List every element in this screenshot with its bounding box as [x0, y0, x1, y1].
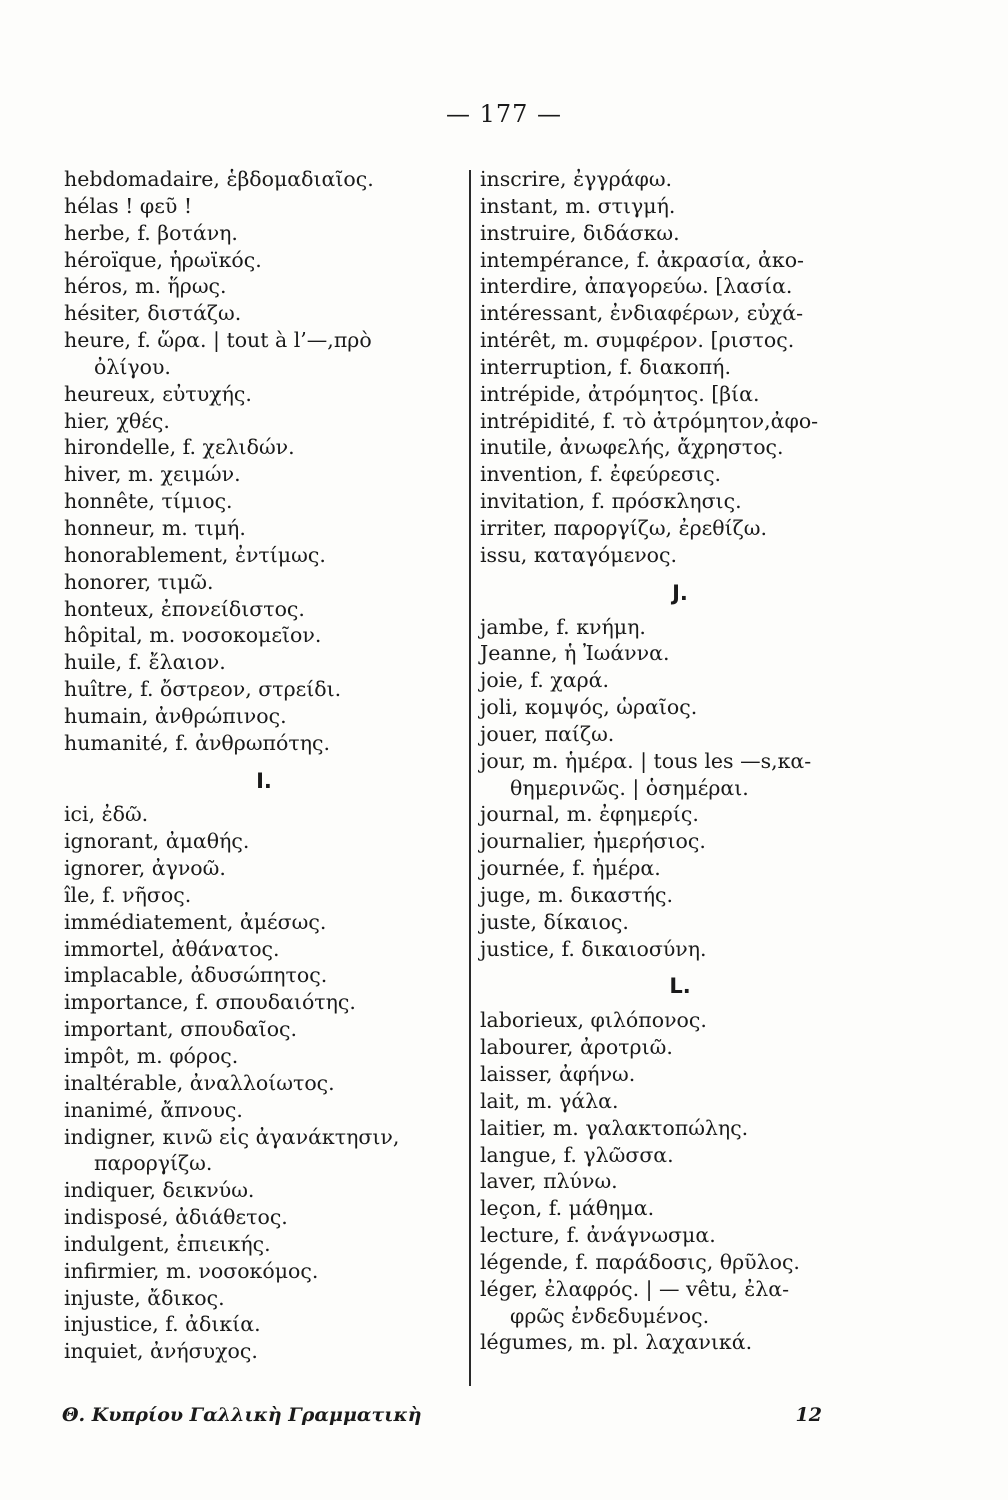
dictionary-entry-continuation: παροργίζω. — [94, 1151, 213, 1176]
dictionary-entry-continuation: ὀλίγου. — [94, 354, 171, 379]
dictionary-entry: infirmier, m. νοσοκόμος. — [64, 1258, 319, 1283]
dictionary-entry: laisser, ἀφήνω. — [480, 1062, 636, 1086]
dictionary-entry: huître, f. ὄστρεον, στρείδι. — [64, 677, 342, 702]
dictionary-entry: journée, f. ἡμέρα. — [480, 856, 661, 881]
dictionary-entry: joie, f. χαρά. — [480, 668, 609, 693]
right-column — [480, 166, 880, 1356]
dictionary-entry: juste, δίκαιος. — [480, 909, 629, 934]
dictionary-entry: instruire, διδάσκω. — [480, 220, 680, 245]
dictionary-entry: invitation, f. πρόσκλησις. — [480, 489, 742, 514]
dictionary-entry-continuation: φρῶς ἐνδεδυμένος. — [510, 1303, 710, 1328]
dictionary-entry: Jeanne, ἡ Ἰωάννα. — [480, 641, 670, 666]
dictionary-entry: humain, ἀνθρώπινος. — [64, 703, 287, 728]
dictionary-entry: indisposé, ἀδιάθετος. — [64, 1205, 288, 1230]
dictionary-entry: instant, m. στιγμή. — [480, 193, 676, 218]
dictionary-entry: impôt, m. φόρος. — [64, 1044, 239, 1068]
dictionary-entry: interruption, f. διακοπή. — [480, 354, 731, 379]
dictionary-entry: hiver, m. χειμών. — [64, 462, 241, 487]
dictionary-entry: invention, f. ἐφεύρεσις. — [480, 462, 722, 487]
footer-sheet-number: 12 — [795, 1404, 822, 1426]
dictionary-entry: indigner, κινῶ εἰς ἀγανάκτησιν, — [64, 1124, 400, 1149]
dictionary-entry: héroïque, ἡρωϊκός. — [64, 247, 262, 272]
dictionary-entry: leçon, f. μάθημα. — [480, 1196, 655, 1221]
dictionary-entry: hésiter, διστάζω. — [64, 301, 242, 326]
dictionary-entry: intrépide, ἀτρόμητος. [βία. — [480, 381, 760, 406]
dictionary-entry: injustice, f. ἀδικία. — [64, 1312, 261, 1337]
dictionary-entry: immortel, ἀθάνατος. — [64, 936, 280, 961]
dictionary-entry: hebdomadaire, ἑβδομαδιαῖος. — [64, 167, 374, 191]
section-letter-heading: I. — [256, 768, 272, 793]
dictionary-entry: héros, m. ἥρως. — [64, 274, 227, 299]
dictionary-entry: interdire, ἀπαγορεύω. [λασία. — [480, 274, 793, 299]
dictionary-entry: issu, καταγόμενος. — [480, 542, 678, 567]
dictionary-entry: hélas ! φεῦ ! — [64, 193, 193, 218]
dictionary-entry: jambe, f. κνήμη. — [480, 614, 646, 639]
dictionary-entry: important, σπουδαῖος. — [64, 1017, 298, 1042]
section-letter-heading: J. — [672, 580, 688, 605]
section-letter-heading: L. — [669, 974, 691, 999]
dictionary-entry: langue, f. γλῶσσα. — [480, 1142, 674, 1167]
dictionary-entry: justice, f. δικαιοσύνη. — [480, 936, 707, 961]
dictionary-entry: laborieux, φιλόπονος. — [480, 1008, 707, 1033]
dictionary-entry: injuste, ἄδικος. — [64, 1285, 225, 1310]
dictionary-entry: lecture, f. ἀνάγνωσμα. — [480, 1223, 716, 1248]
footer-book-title: Θ. Κυπρίου Γαλλικὴ Γραμματικὴ — [62, 1404, 422, 1426]
dictionary-entry: journal, m. ἐφημερίς. — [480, 802, 699, 827]
dictionary-entry: ignorer, ἀγνοῶ. — [64, 856, 226, 881]
dictionary-entry: intéressant, ἐνδιαφέρων, εὐχά- — [480, 301, 803, 326]
dictionary-entry: heure, f. ὥρα. | tout à l’—,πρὸ — [64, 328, 372, 353]
dictionary-entry: intrépidité, f. τὸ ἀτρόμητον,ἀφο- — [480, 408, 819, 433]
dictionary-entry: huile, f. ἔλαιον. — [64, 650, 226, 675]
dictionary-entry: implacable, ἀδυσώπητος. — [64, 963, 328, 988]
dictionary-entry: honteux, ἐπονείδιστος. — [64, 596, 305, 621]
dictionary-entry: irriter, παροργίζω, ἐρεθίζω. — [480, 515, 767, 540]
dictionary-entry: laitier, m. γαλακτοπώλης. — [480, 1115, 749, 1140]
dictionary-entry: honorablement, ἐντίμως. — [64, 542, 326, 567]
dictionary-entry: île, f. νῆσος. — [64, 882, 192, 907]
dictionary-entry: inanimé, ἄπνους. — [64, 1097, 243, 1122]
dictionary-entry: juge, m. δικαστής. — [480, 882, 673, 907]
dictionary-entry: humanité, f. ἀνθρωπότης. — [64, 730, 330, 755]
dictionary-entry: inscrire, ἐγγράφω. — [480, 167, 673, 191]
dictionary-entry-continuation: θημερινῶς. | ὁσημέραι. — [510, 775, 749, 800]
dictionary-entry: labourer, ἀροτριῶ. — [480, 1035, 673, 1060]
dictionary-entry: intempérance, f. ἀκρασία, ἀκο- — [480, 247, 804, 272]
dictionary-entry: honnête, τίμιος. — [64, 489, 233, 514]
dictionary-entry: légumes, m. pl. λαχανικά. — [480, 1330, 753, 1355]
dictionary-entry: léger, ἐλαφρός. | — vêtu, ἐλα- — [480, 1276, 790, 1301]
page-number: — 177 — — [445, 100, 563, 128]
dictionary-entry: journalier, ἡμερήσιος. — [480, 829, 706, 854]
dictionary-entry: importance, f. σπουδαιότης. — [64, 990, 356, 1015]
dictionary-entry: indulgent, ἐπιεικής. — [64, 1231, 271, 1256]
dictionary-entry: joli, κομψός, ὡραῖος. — [480, 695, 698, 720]
dictionary-entry: inaltérable, ἀναλλοίωτος. — [64, 1070, 335, 1095]
dictionary-entry: lait, m. γάλα. — [480, 1088, 619, 1113]
column-divider — [469, 170, 471, 1386]
dictionary-entry: honneur, m. τιμή. — [64, 515, 246, 540]
left-column — [64, 166, 464, 1365]
dictionary-entry: légende, f. παράδοσις, θρῦλος. — [480, 1249, 800, 1274]
dictionary-entry: ignorant, ἀμαθής. — [64, 829, 250, 854]
dictionary-entry: indiquer, δεικνύω. — [64, 1178, 255, 1203]
dictionary-entry: inquiet, ἀνήσυχος. — [64, 1339, 258, 1364]
dictionary-entry: honorer, τιμῶ. — [64, 569, 214, 594]
dictionary-entry: hier, χθές. — [64, 408, 170, 433]
dictionary-entry: intérêt, m. συμφέρον. [ριστος. — [480, 328, 795, 353]
dictionary-entry: laver, πλύνω. — [480, 1169, 618, 1194]
dictionary-entry: hirondelle, f. χελιδών. — [64, 435, 295, 460]
dictionary-entry: ici, ἐδῶ. — [64, 802, 149, 827]
dictionary-entry: immédiatement, ἀμέσως. — [64, 909, 327, 934]
dictionary-entry: jour, m. ἡμέρα. | tous les —s,κα- — [480, 748, 812, 773]
dictionary-entry: jouer, παίζω. — [480, 721, 615, 746]
dictionary-entry: inutile, ἀνωφελής, ἄχρηστος. — [480, 435, 784, 460]
dictionary-entry: heureux, εὐτυχής. — [64, 381, 252, 406]
dictionary-entry: herbe, f. βοτάνη. — [64, 220, 238, 245]
dictionary-entry: hôpital, m. νοσοκομεῖον. — [64, 623, 322, 648]
